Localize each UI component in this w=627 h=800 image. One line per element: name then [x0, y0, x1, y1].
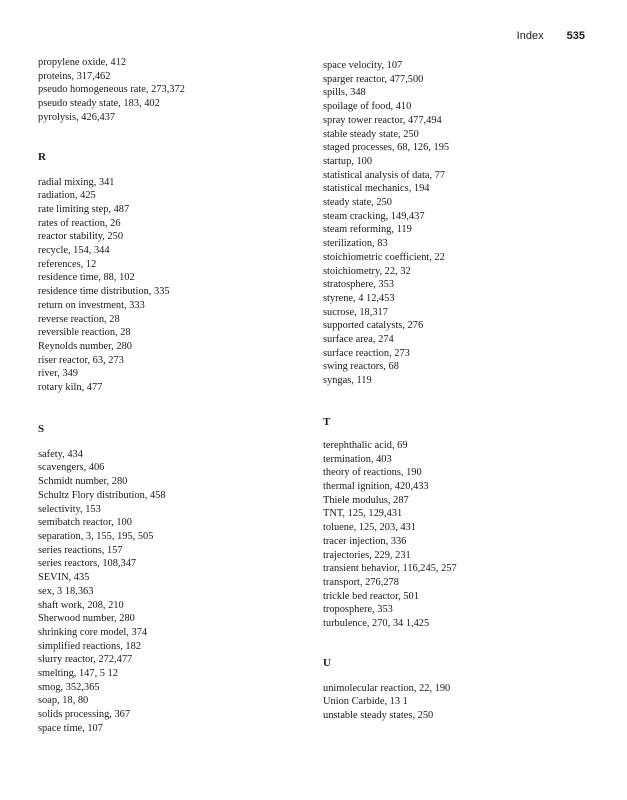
index-entry: sucrose, 18,317: [323, 306, 388, 318]
index-entry: thermal ignition, 420,433: [323, 480, 429, 492]
index-entry: styrene, 4 12,453: [323, 292, 395, 304]
index-entry: stoichiometric coefficient, 22: [323, 251, 445, 263]
r-entries-list: [38, 176, 185, 395]
section-letter-s: S: [38, 422, 45, 435]
right-column: [323, 59, 457, 723]
index-entry: smelting, 147, 5 12: [38, 668, 118, 680]
index-entry: solids processing, 367: [38, 709, 131, 721]
index-entry: startup, 100: [323, 155, 373, 167]
index-entry: transport, 276,278: [323, 576, 399, 588]
index-entry: toluene, 125, 203, 431: [323, 522, 416, 534]
index-entry: residence time distribution, 335: [38, 286, 170, 298]
index-entry: residence time, 88, 102: [38, 272, 135, 284]
index-entry: soap, 18, 80: [38, 695, 89, 707]
index-entry: radiation, 425: [38, 190, 96, 202]
section-letter-u: U: [323, 656, 331, 669]
index-entry: stable steady state, 250: [323, 128, 419, 140]
index-entry: references, 12: [38, 258, 97, 270]
index-entry: pyrolysis, 426,437: [38, 111, 116, 123]
index-entry: rotary kiln, 477: [38, 382, 103, 394]
index-entry: stratosphere, 353: [323, 279, 394, 291]
index-entry: sterilization, 83: [323, 238, 388, 250]
s-tail-list: [323, 59, 457, 388]
index-entry: Schmidt number, 280: [38, 476, 128, 488]
index-entry: surface reaction, 273: [323, 347, 410, 359]
index-entry: spoilage of food, 410: [323, 101, 412, 113]
s-entries-list: [38, 448, 185, 736]
index-entry: pseudo homogeneous rate, 273,372: [38, 84, 185, 96]
index-entry: unimolecular reaction, 22, 190: [323, 682, 451, 694]
index-entry: sex, 3 18,363: [38, 585, 94, 597]
index-entry: transient behavior, 116,245, 257: [323, 563, 457, 575]
index-entry: statistical mechanics, 194: [323, 183, 430, 195]
index-entry: riser reactor, 63, 273: [38, 354, 124, 366]
left-column: [38, 56, 185, 736]
index-entry: Schultz Flory distribution, 458: [38, 489, 166, 501]
index-entry: slurry reactor, 272,477: [38, 654, 133, 666]
index-entry: propylene oxide, 412: [38, 57, 127, 68]
index-entry: selectivity, 153: [38, 503, 101, 515]
index-entry: smog, 352,365: [38, 681, 100, 693]
index-entry: surface area, 274: [323, 334, 394, 346]
index-entry: separation, 3, 155, 195, 505: [38, 530, 154, 542]
index-entry: Sherwood number, 280: [38, 613, 135, 625]
section-letter-r: R: [38, 150, 46, 163]
section-letter-t: T: [323, 415, 331, 428]
index-entry: swing reactors, 68: [323, 361, 399, 373]
index-entry: Union Carbide, 13 1: [323, 696, 408, 708]
header-label: Index: [516, 30, 544, 42]
index-entry: termination, 403: [323, 453, 392, 465]
index-entry: steam cracking, 149,437: [323, 210, 425, 222]
index-entry: semibatch reactor, 100: [38, 517, 132, 529]
index-entry: spills, 348: [323, 87, 366, 99]
p-tail-list: [38, 56, 185, 125]
u-entries-list: [323, 682, 457, 723]
index-entry: Reynolds number, 280: [38, 340, 132, 352]
t-entries-list: [323, 439, 457, 631]
index-entry: shaft work, 208, 210: [38, 599, 124, 611]
index-entry: radial mixing, 341: [38, 176, 115, 188]
index-entry: trickle bed reactor, 501: [323, 590, 419, 602]
index-entry: supported catalysts, 276: [323, 320, 424, 332]
index-entry: trajectories, 229, 231: [323, 549, 411, 561]
running-header: [517, 30, 585, 42]
index-entry: staged processes, 68, 126, 195: [323, 142, 450, 154]
index-entry: space velocity, 107: [323, 60, 403, 71]
index-entry: proteins, 317,462: [38, 70, 111, 82]
index-entry: return on investment, 333: [38, 299, 145, 311]
index-entry: steam reforming, 119: [323, 224, 412, 236]
index-entry: SEVIN, 435: [38, 572, 90, 584]
index-entry: spray tower reactor, 477,494: [323, 114, 442, 126]
index-entry: scavengers, 406: [38, 462, 105, 474]
index-entry: steady state, 250: [323, 197, 392, 209]
index-entry: stoichiometry, 22, 32: [323, 265, 411, 277]
index-entry: recycle, 154, 344: [38, 245, 110, 257]
index-entry: series reactors, 108,347: [38, 558, 137, 570]
index-entry: rate limiting step, 487: [38, 203, 130, 215]
index-entry: turbulence, 270, 34 1,425: [323, 618, 430, 630]
page-number: 535: [566, 30, 585, 42]
index-entry: reactor stability, 250: [38, 231, 124, 243]
index-entry: statistical analysis of data, 77: [323, 169, 446, 181]
index-entry: tracer injection, 336: [323, 535, 407, 547]
index-entry: simplified reactions, 182: [38, 640, 142, 652]
index-entry: space time, 107: [38, 722, 103, 734]
index-entry: TNT, 125, 129,431: [323, 508, 403, 520]
index-entry: safety, 434: [38, 448, 83, 460]
index-entry: series reactions, 157: [38, 544, 123, 556]
index-entry: syngas, 119: [323, 375, 372, 387]
index-entry: terephthalic acid, 69: [323, 439, 408, 451]
index-entry: unstable steady states, 250: [323, 710, 434, 722]
index-entry: sparger reactor, 477,500: [323, 73, 424, 85]
index-entry: troposphere, 353: [323, 604, 393, 616]
index-entry: rates of reaction, 26: [38, 217, 121, 229]
index-entry: shrinking core model, 374: [38, 626, 148, 638]
index-entry: pseudo steady state, 183, 402: [38, 98, 160, 110]
index-entry: reverse reaction, 28: [38, 313, 120, 325]
index-entry: theory of reactions, 190: [323, 467, 422, 479]
index-entry: Thiele modulus, 287: [323, 494, 409, 506]
index-entry: river, 349: [38, 368, 78, 380]
index-entry: reversible reaction, 28: [38, 327, 131, 339]
